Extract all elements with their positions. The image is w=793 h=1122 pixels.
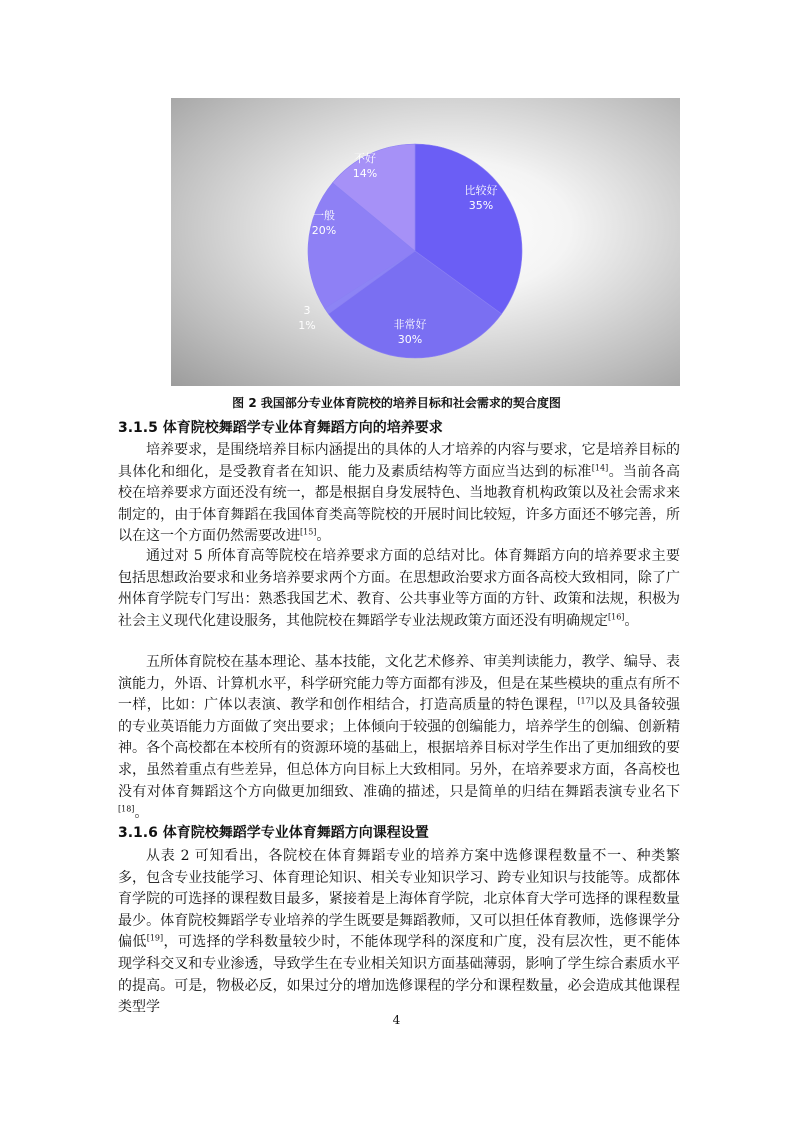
- text-run: 以及具备较强的专业英语能力方面做了突出要求；上体倾向于较强的创编能力，培养学生的创编、创新精神。各个高校都在本校所有的资源环境的基础上，根据培养目标对学生作出了更加细致的要求，虽然着重点有些差异，但总体方向目标上大致相同。另外，在培养要求方面，各高校也没有对体育舞蹈这个方向做更加细致、准确的描述，只是简单的归结在舞蹈表演专业名下: [118, 697, 681, 800]
- slice-label: 3: [303, 304, 311, 317]
- slice-percent-label: 14%: [352, 167, 378, 180]
- text-run: 。: [624, 612, 639, 629]
- text-run: ，可选择的学科数量较少时，不能体现学科的深度和广度，没有层次性，更不能体现学科交叉和专业渗透，导致学生在专业相关知识方面基础薄弱，影响了学生综合素质水平的提高。可是，物极必反，如果过分的增加选修课程的学分和课程数量，必会造成其他课程类型学: [118, 934, 681, 1016]
- figure-caption: 图 2 我国部分专业体育院校的培养目标和社会需求的契合度图: [232, 396, 561, 410]
- section-heading-3-1-5: 3.1.5 体育院校舞蹈学专业体育舞蹈方向的培养要求: [118, 420, 443, 436]
- citation-ref: [17]: [577, 696, 594, 706]
- paragraph: [118, 846, 680, 1019]
- citation-ref: [15]: [300, 527, 317, 537]
- slice-label: 比较好: [464, 184, 498, 197]
- text-run: 五所体育院校在基本理论、基本技能，文化艺术修养、审美判读能力，教学、编导、表演能力，外语、计算机水平，科学研究能力等方面都有涉及，但是在某些模块的重点有所不一样，比如：广体以表演、教学和创作相结合，打造高质量的特色课程，: [118, 654, 680, 714]
- paragraph: [118, 652, 680, 825]
- citation-ref: [14]: [591, 462, 609, 472]
- text-run: 培养要求，是围绕培养目标内涵提出的具体的人才培养的内容与要求，它是培养目标的具体化和细化，是受教育者在知识、能力及素质结构等方面应当达到的标准: [118, 442, 680, 480]
- citation-ref: [19]: [146, 933, 164, 943]
- slice-percent-label: 20%: [311, 224, 337, 237]
- slice-percent-label: 1%: [298, 319, 316, 332]
- pie-chart: [171, 98, 680, 386]
- page-number: 4: [392, 1013, 401, 1027]
- text-run: 。当前各高校在培养要求方面还没有统一，都是根据自身发展特色、当地教育机构政策以及社会需求来制定的，由于体育舞蹈在我国体育类高等院校的开展时间比较短，许多方面还不够完善，所以在这一个方面仍然需要改进: [118, 463, 681, 545]
- section-heading-3-1-6: 3.1.6 体育院校舞蹈学专业体育舞蹈方向课程设置: [118, 825, 429, 841]
- slice-percent-label: 35%: [468, 199, 494, 212]
- citation-ref: [16]: [608, 612, 625, 622]
- citation-ref: [18]: [118, 804, 135, 814]
- text-run: 从表 2 可知看出，各院校在体育舞蹈专业的培养方案中选修课程数量不一、种类繁多，包含专业技能学习、体育理论知识、相关专业知识学习、跨专业知识与技能等。成都体育学院的可选择的课程数目最多，紧接着是上海体育学院，北京体育大学可选择的课程数量最少。体育院校舞蹈学专业培养的学生既要是舞蹈教师，又可以担任体育教师，选修课学分偏低: [118, 848, 680, 951]
- text-run: 。: [316, 528, 331, 545]
- text-run: 通过对 5 所体育高等院校在培养要求方面的总结对比。体育舞蹈方向的培养要求主要包括思想政治要求和业务培养要求两个方面。在思想政治要求方面各高校大致相同，除了广州体育学院专门写出：熟悉我国艺术、教育、公共事业等方面的方针、政策和法规，积极为社会主义现代化建设服务，其他院校在舞蹈学专业法规政策方面还没有明确规定: [118, 548, 680, 629]
- slice-label: 一般: [313, 209, 335, 222]
- slice-label: 非常好: [393, 318, 427, 331]
- text-run: 。: [134, 805, 149, 822]
- slice-label: 不好: [354, 152, 376, 165]
- paragraph: [118, 546, 680, 632]
- pie-chart-svg: [171, 98, 680, 386]
- paragraph: [118, 440, 680, 548]
- slice-percent-label: 30%: [397, 333, 423, 346]
